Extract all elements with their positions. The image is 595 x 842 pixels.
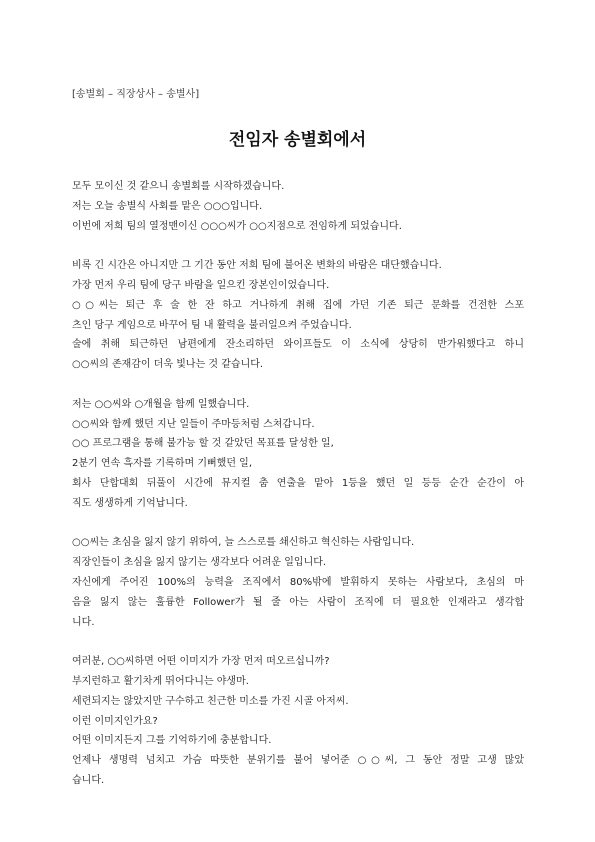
text-line: 츠인 당구 게임으로 바꾸어 팀 내 활력을 불러일으켜 주었습니다. — [72, 319, 352, 331]
document-title: 전임자 송별회에서 — [228, 130, 367, 150]
paragraph-opening — [72, 177, 524, 236]
text-line: 모두 모이신 것 같으니 송별회를 시작하겠습니다. — [72, 181, 285, 192]
text-line: 언제나 생명력 넘치고 가슴 따뜻한 분위기를 불어 넣어준 ○○씨, 그 동안 정말 고생 많았 — [72, 755, 524, 767]
text-line: 2분기 연속 흑자를 기록하며 기뻐했던 일, — [72, 458, 252, 470]
paragraph-closing — [72, 652, 524, 791]
text-line: 저는 오늘 송별식 사회를 맡은 ○○○입니다. — [72, 200, 263, 212]
text-line: 어떤 이미지든지 그를 기억하기에 충분합니다. — [72, 735, 272, 747]
text-line: 직장인들이 초심을 잃지 않기는 생각보다 어려운 일입니다. — [72, 557, 327, 569]
text-line: 술에 취해 퇴근하던 남편에게 잔소리하던 와이프들도 이 소식에 상당히 반가워했다고 하니 — [72, 339, 524, 351]
text-line: 저는 ○○씨와 ○개월을 함께 일했습니다. — [72, 398, 250, 410]
breadcrumb: [송별회 – 직장상사 – 송별사] — [72, 89, 200, 100]
text-line: ○○씨와 함께 했던 지난 일들이 주마등처럼 스쳐갑니다. — [72, 418, 315, 430]
document-body — [72, 177, 524, 811]
text-line: ○○씨는 퇴근 후 술 한 잔 하고 거나하게 취해 집에 가던 기존 퇴근 문화를 건전한 스포 — [72, 299, 524, 311]
paragraph-memories — [72, 395, 524, 514]
text-line: 이번에 저희 팀의 열정맨이신 ○○○씨가 ○○지점으로 전임하게 되었습니다. — [72, 220, 402, 232]
paragraph-changes — [72, 256, 524, 375]
text-line: 비록 긴 시간은 아니지만 그 기간 동안 저희 팀에 불어온 변화의 바람은 대단했습니다. — [72, 260, 442, 272]
text-line: 부지런하고 활기차게 뛰어다니는 야생마. — [72, 675, 249, 687]
text-line: ○○씨는 초심을 잃지 않기 위하여, 늘 스스로를 쇄신하고 혁신하는 사람입니다. — [72, 537, 415, 549]
text-line: 여러분, ○○씨하면 어떤 이미지가 가장 먼저 떠오르십니까? — [72, 656, 330, 668]
text-line: 회사 단합대회 뒤풀이 시간에 뮤지컬 춤 연출을 맡아 1등을 했던 일 등등 순간 순간이 아 — [72, 477, 524, 489]
text-line: 음을 잃지 않는 훌륭한 Follower가 될 줄 아는 사람이 조직에 더 필요한 인재라고 생각합 — [72, 596, 524, 608]
paragraph-initial-mind — [72, 533, 524, 632]
text-line: ○○ 프로그램을 통해 불가능 할 것 같았던 목표를 달성한 일, — [72, 438, 334, 450]
text-line: 습니다. — [72, 774, 105, 786]
text-line: 니다. — [72, 616, 95, 628]
text-line: 이런 이미지인가요? — [72, 715, 158, 727]
text-line: 자신에게 주어진 100%의 능력을 조직에서 80%밖에 발휘하지 못하는 사람보다, 초심의 마 — [72, 576, 524, 588]
text-line: 직도 생생하게 기억납니다. — [72, 497, 188, 509]
text-line: 세련되지는 않았지만 구수하고 친근한 미소를 가진 시골 아저씨. — [72, 695, 349, 707]
text-line: 가장 먼저 우리 팀에 당구 바람을 일으킨 장본인이었습니다. — [72, 279, 330, 291]
text-line: ○○씨의 존재감이 더욱 빛나는 것 같습니다. — [72, 359, 264, 371]
